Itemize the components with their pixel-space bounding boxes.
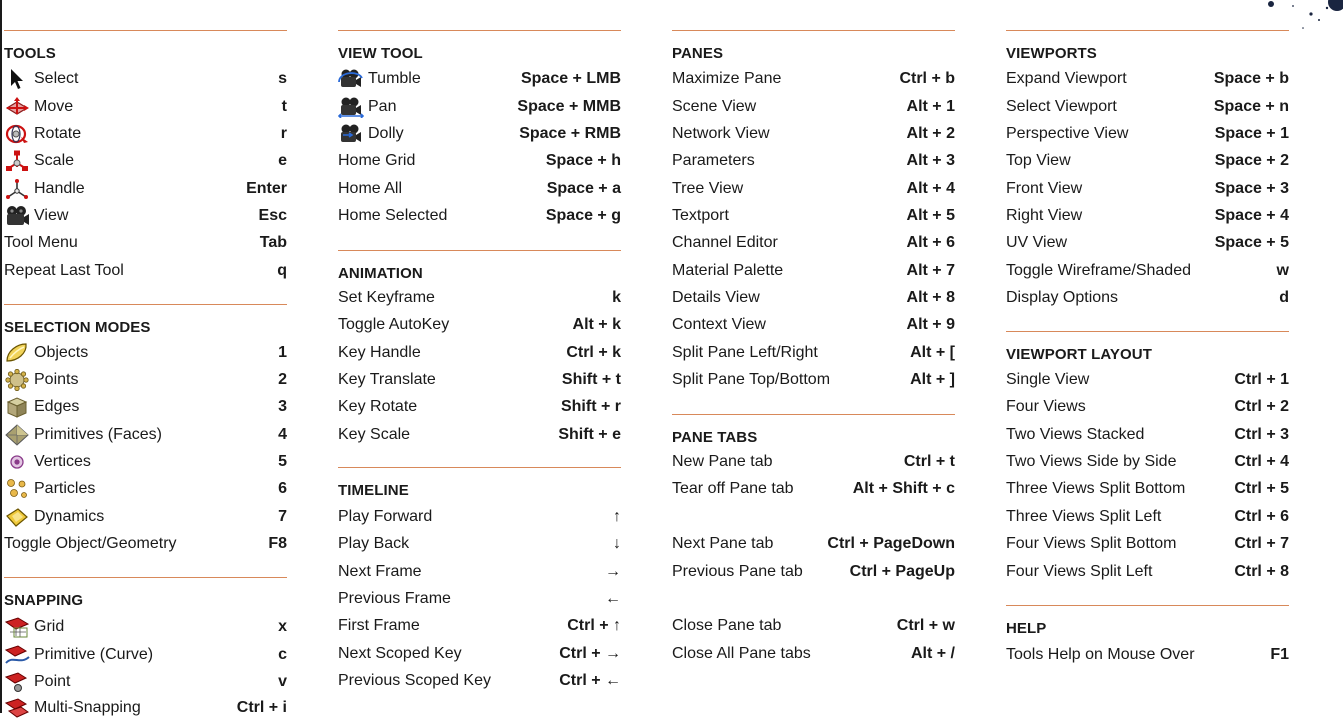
shortcut-row (672, 370, 955, 397)
shortcut-key: ↑ (613, 508, 621, 525)
shortcut-key: Space + a (546, 180, 621, 197)
ink-splatter-decoration (1253, 0, 1343, 40)
shortcut-key: 4 (278, 426, 287, 443)
shortcut-key: k (612, 289, 621, 306)
action-label: Objects (34, 344, 89, 361)
shortcut-row (672, 97, 955, 124)
shortcut-row (338, 315, 621, 342)
shortcut-row (672, 69, 955, 96)
shortcut-row (4, 425, 287, 452)
action-label: Move (34, 98, 74, 115)
shortcut-key: Alt + / (910, 645, 955, 662)
action-label: Close All Pane tabs (672, 645, 811, 662)
shortcut-row (672, 261, 955, 288)
section-divider (4, 577, 287, 578)
shortcut-row (4, 452, 287, 479)
section-divider (4, 304, 287, 305)
shortcut-key: Space + g (545, 207, 621, 224)
shortcut-row (1006, 425, 1289, 452)
shortcut-key: Ctrl + 6 (1234, 508, 1289, 525)
action-label: Key Translate (338, 371, 436, 388)
action-label: Repeat Last Tool (4, 262, 124, 279)
section-title: VIEWPORTS (1006, 45, 1097, 62)
action-label: Four Views Split Bottom (1006, 535, 1177, 552)
shortcut-key: Alt + 7 (906, 262, 955, 279)
shortcut-row (672, 288, 955, 315)
grid-snap-icon (4, 616, 30, 638)
action-label: Key Handle (338, 344, 421, 361)
action-label: Two Views Side by Side (1006, 453, 1177, 470)
shortcut-row (4, 534, 287, 561)
action-label: Points (34, 371, 79, 388)
shortcut-key: 2 (278, 371, 287, 388)
shortcut-key: s (278, 70, 287, 87)
curve-snap-icon (4, 644, 30, 666)
shortcut-row (338, 589, 621, 616)
shortcut-key: Ctrl + k (566, 344, 621, 361)
action-label: Network View (672, 125, 770, 142)
shortcut-key: Alt + 1 (906, 98, 955, 115)
tumble-camera-icon (338, 68, 364, 90)
section-divider (1006, 605, 1289, 606)
shortcut-row (1006, 645, 1289, 672)
section-title: SNAPPING (4, 592, 84, 609)
shortcut-key: Shift + r (560, 398, 621, 415)
action-label: Next Scoped Key (338, 645, 462, 662)
shortcut-key: Alt + 3 (906, 152, 955, 169)
action-label: Dolly (368, 125, 404, 142)
shortcut-row (672, 151, 955, 178)
pan-camera-icon (338, 96, 364, 118)
shortcut-row (672, 315, 955, 342)
shortcut-key: Shift + e (558, 426, 621, 443)
shortcut-row (4, 645, 287, 672)
shortcut-row (4, 97, 287, 124)
shortcut-row (4, 698, 287, 725)
action-label: Split Pane Left/Right (672, 344, 818, 361)
shortcut-key: Alt + 6 (906, 234, 955, 251)
action-label: Grid (34, 618, 65, 635)
shortcut-key: Space + 3 (1214, 180, 1289, 197)
shortcut-row (338, 616, 621, 643)
action-label: Display Options (1006, 289, 1119, 306)
camera-view-icon (4, 205, 30, 227)
object-select-icon (4, 342, 30, 364)
section-title: PANES (672, 45, 724, 62)
action-label: Primitive (Curve) (34, 646, 154, 663)
arrow-cursor-icon (4, 68, 30, 90)
dynamics-select-icon (4, 506, 30, 528)
section-divider (1006, 30, 1289, 31)
action-label: Next Frame (338, 563, 422, 580)
action-label: Home Selected (338, 207, 448, 224)
action-label: Handle (34, 180, 85, 197)
shortcut-row (1006, 452, 1289, 479)
shortcut-row (4, 151, 287, 178)
shortcut-key: Esc (258, 207, 287, 224)
action-label: Textport (672, 207, 729, 224)
shortcut-row (1006, 179, 1289, 206)
section-title: TOOLS (4, 45, 56, 62)
section-divider (4, 30, 287, 31)
page-left-border (0, 0, 2, 713)
action-label: Toggle Wireframe/Shaded (1006, 262, 1191, 279)
shortcut-row (4, 507, 287, 534)
shortcut-key: 3 (278, 398, 287, 415)
action-label: Parameters (672, 152, 755, 169)
shortcut-key: Space + b (1213, 70, 1289, 87)
shortcut-row (338, 644, 621, 671)
action-label: Select (34, 70, 79, 87)
shortcut-row (672, 616, 955, 643)
action-label: Dynamics (34, 508, 105, 525)
shortcut-key: Ctrl + 4 (1234, 453, 1289, 470)
shortcut-key: ↓ (613, 535, 621, 552)
shortcut-row (4, 479, 287, 506)
action-label: Edges (34, 398, 80, 415)
shortcut-key: Enter (246, 180, 287, 197)
shortcut-key: Ctrl + 1 (1234, 371, 1289, 388)
action-label: Split Pane Top/Bottom (672, 371, 831, 388)
action-label: Rotate (34, 125, 82, 142)
shortcut-key: Ctrl + → (559, 645, 621, 662)
shortcut-row (338, 562, 621, 589)
action-label: Context View (672, 316, 766, 333)
shortcut-row (1006, 479, 1289, 506)
action-label: Right View (1006, 207, 1083, 224)
shortcut-row (338, 370, 621, 397)
shortcut-key: Space + 1 (1214, 125, 1289, 142)
shortcut-row (4, 233, 287, 260)
shortcut-key: Ctrl + ↑ (567, 617, 621, 634)
shortcut-row (1006, 69, 1289, 96)
action-label: Details View (672, 289, 760, 306)
move-tool-icon (4, 96, 30, 118)
action-label: Expand Viewport (1006, 70, 1127, 87)
shortcut-row (1006, 124, 1289, 151)
action-label: Pan (368, 98, 397, 115)
section-title: HELP (1006, 620, 1047, 637)
action-label: New Pane tab (672, 453, 773, 470)
shortcut-key: Space + 5 (1214, 234, 1289, 251)
scale-tool-icon (4, 150, 30, 172)
section-title: ANIMATION (338, 265, 423, 282)
shortcut-row (1006, 206, 1289, 233)
particles-select-icon (4, 478, 30, 500)
shortcut-key: Ctrl + 3 (1234, 426, 1289, 443)
action-label: Previous Pane tab (672, 563, 803, 580)
action-label: Material Palette (672, 262, 784, 279)
shortcut-key: r (280, 125, 287, 142)
shortcut-key: 5 (278, 453, 287, 470)
action-label: Channel Editor (672, 234, 778, 251)
action-label: Maximize Pane (672, 70, 782, 87)
action-label: Home Grid (338, 152, 416, 169)
shortcut-key: Alt + k (572, 316, 621, 333)
shortcut-row (4, 343, 287, 370)
shortcut-key: Ctrl + PageDown (827, 535, 955, 552)
action-label: Three Views Split Bottom (1006, 480, 1186, 497)
shortcut-key: Alt + 8 (906, 289, 955, 306)
vertices-select-icon (4, 451, 30, 473)
shortcut-row (338, 288, 621, 315)
action-label: Scene View (672, 98, 757, 115)
action-label: Front View (1006, 180, 1083, 197)
action-label: First Frame (338, 617, 420, 634)
shortcut-row (338, 671, 621, 698)
action-label: Point (34, 673, 71, 690)
shortcut-key: Alt + 2 (906, 125, 955, 142)
shortcut-key: q (277, 262, 287, 279)
shortcut-key: Alt + 9 (906, 316, 955, 333)
action-label: Particles (34, 480, 96, 497)
shortcut-row (1006, 507, 1289, 534)
action-label: Three Views Split Left (1006, 508, 1162, 525)
section-title: VIEW TOOL (338, 45, 423, 62)
action-label: Play Back (338, 535, 410, 552)
action-label: Multi-Snapping (34, 699, 141, 716)
shortcut-row (672, 233, 955, 260)
shortcut-row (338, 534, 621, 561)
section-title: VIEWPORT LAYOUT (1006, 346, 1152, 363)
shortcut-row (1006, 370, 1289, 397)
action-label: Tool Menu (4, 234, 78, 251)
action-label: Two Views Stacked (1006, 426, 1145, 443)
shortcut-key: → (605, 563, 621, 580)
shortcut-key: Space + MMB (517, 98, 621, 115)
rotate-tool-icon (4, 123, 30, 145)
section-title: PANE TABS (672, 429, 758, 446)
shortcut-key: Space + LMB (520, 70, 621, 87)
action-label: Next Pane tab (672, 535, 774, 552)
shortcut-row (4, 617, 287, 644)
action-label: Toggle AutoKey (338, 316, 450, 333)
shortcut-key: Space + 2 (1214, 152, 1289, 169)
shortcut-row (338, 69, 621, 96)
shortcut-key: Ctrl + 8 (1234, 563, 1289, 580)
shortcut-row (1006, 562, 1289, 589)
action-label: Key Rotate (338, 398, 418, 415)
shortcut-row (672, 179, 955, 206)
action-label: Vertices (34, 453, 91, 470)
shortcut-key: Shift + t (561, 371, 621, 388)
section-divider (338, 467, 621, 468)
section-divider (338, 250, 621, 251)
shortcut-key: Space + RMB (519, 125, 621, 142)
shortcut-row (338, 151, 621, 178)
shortcut-key: Ctrl + 5 (1234, 480, 1289, 497)
shortcut-row (1006, 261, 1289, 288)
shortcut-key: Alt + ] (910, 371, 955, 388)
action-label: Tools Help on Mouse Over (1006, 646, 1195, 663)
shortcut-key: Ctrl + w (896, 617, 955, 634)
shortcut-row (338, 507, 621, 534)
shortcut-row (4, 124, 287, 151)
shortcut-key: v (278, 673, 287, 690)
shortcut-row (338, 425, 621, 452)
shortcut-row (1006, 97, 1289, 124)
shortcut-row (1006, 288, 1289, 315)
shortcut-key: Ctrl + PageUp (849, 563, 955, 580)
shortcut-row (4, 261, 287, 288)
shortcut-row (672, 562, 955, 589)
action-label: Close Pane tab (672, 617, 782, 634)
shortcut-key: d (1279, 289, 1289, 306)
dolly-camera-icon (338, 123, 364, 145)
action-label: View (34, 207, 69, 224)
shortcut-key: e (278, 152, 287, 169)
shortcut-row (4, 370, 287, 397)
primitives-select-icon (4, 424, 30, 446)
shortcut-key: Alt + 4 (906, 180, 955, 197)
shortcut-row (338, 206, 621, 233)
multi-snap-icon (4, 697, 30, 719)
action-label: Top View (1006, 152, 1071, 169)
action-label: Play Forward (338, 508, 433, 525)
shortcut-key: Alt + 5 (906, 207, 955, 224)
shortcut-key: 6 (278, 480, 287, 497)
action-label: Tear off Pane tab (672, 480, 794, 497)
shortcut-row (672, 343, 955, 370)
shortcut-row (338, 397, 621, 424)
action-label: Scale (34, 152, 75, 169)
shortcut-key: Ctrl + t (903, 453, 955, 470)
point-snap-icon (4, 671, 30, 693)
action-label: UV View (1006, 234, 1068, 251)
shortcut-row (4, 206, 287, 233)
shortcut-key: 1 (278, 344, 287, 361)
shortcut-key: Ctrl + b (899, 70, 955, 87)
action-label: Four Views (1006, 398, 1086, 415)
section-divider (1006, 331, 1289, 332)
shortcut-key: Ctrl + 7 (1234, 535, 1289, 552)
shortcut-key: Alt + [ (910, 344, 955, 361)
section-title: SELECTION MODES (4, 319, 151, 336)
shortcut-row (338, 179, 621, 206)
shortcut-row (1006, 397, 1289, 424)
action-label: Select Viewport (1006, 98, 1117, 115)
section-divider (672, 30, 955, 31)
points-select-icon (4, 369, 30, 391)
shortcut-key: Space + n (1213, 98, 1289, 115)
shortcut-key: x (278, 618, 287, 635)
edges-select-icon (4, 396, 30, 418)
shortcut-key: Ctrl + i (236, 699, 287, 716)
action-label: Tree View (672, 180, 744, 197)
section-divider (338, 30, 621, 31)
action-label: Home All (338, 180, 403, 197)
shortcut-row (672, 206, 955, 233)
shortcut-key: Tab (259, 234, 287, 251)
shortcut-key: F8 (268, 535, 287, 552)
shortcut-key: 7 (278, 508, 287, 525)
action-label: Tumble (368, 70, 421, 87)
shortcut-key: c (278, 646, 287, 663)
shortcut-row (672, 644, 955, 671)
shortcut-row (1006, 233, 1289, 260)
shortcut-row (4, 672, 287, 699)
shortcut-row (4, 397, 287, 424)
shortcut-key: Alt + Shift + c (852, 480, 955, 497)
action-label: Primitives (Faces) (34, 426, 163, 443)
shortcut-key: ← (605, 590, 621, 607)
shortcut-key: Space + h (545, 152, 621, 169)
action-label: Single View (1006, 371, 1090, 388)
action-label: Key Scale (338, 426, 411, 443)
shortcut-key: F1 (1270, 646, 1289, 663)
shortcut-key: Ctrl + ← (559, 672, 621, 689)
action-label: Four Views Split Left (1006, 563, 1153, 580)
shortcut-key: t (281, 98, 287, 115)
action-label: Perspective View (1006, 125, 1129, 142)
shortcut-row (1006, 151, 1289, 178)
section-divider (672, 414, 955, 415)
shortcut-key: w (1276, 262, 1289, 279)
shortcut-row (672, 124, 955, 151)
handle-tool-icon (4, 178, 30, 200)
action-label: Previous Frame (338, 590, 451, 607)
section-title: TIMELINE (338, 482, 409, 499)
shortcut-key: Ctrl + 2 (1234, 398, 1289, 415)
shortcut-row (672, 452, 955, 479)
action-label: Set Keyframe (338, 289, 435, 306)
shortcut-row (4, 179, 287, 206)
shortcut-row (4, 69, 287, 96)
action-label: Previous Scoped Key (338, 672, 491, 689)
shortcut-row (338, 124, 621, 151)
shortcut-row (672, 534, 955, 561)
action-label: Toggle Object/Geometry (4, 535, 177, 552)
shortcut-key: Space + 4 (1214, 207, 1289, 224)
shortcut-row (338, 97, 621, 124)
shortcut-row (1006, 534, 1289, 561)
shortcut-row (338, 343, 621, 370)
shortcut-row (672, 479, 955, 506)
